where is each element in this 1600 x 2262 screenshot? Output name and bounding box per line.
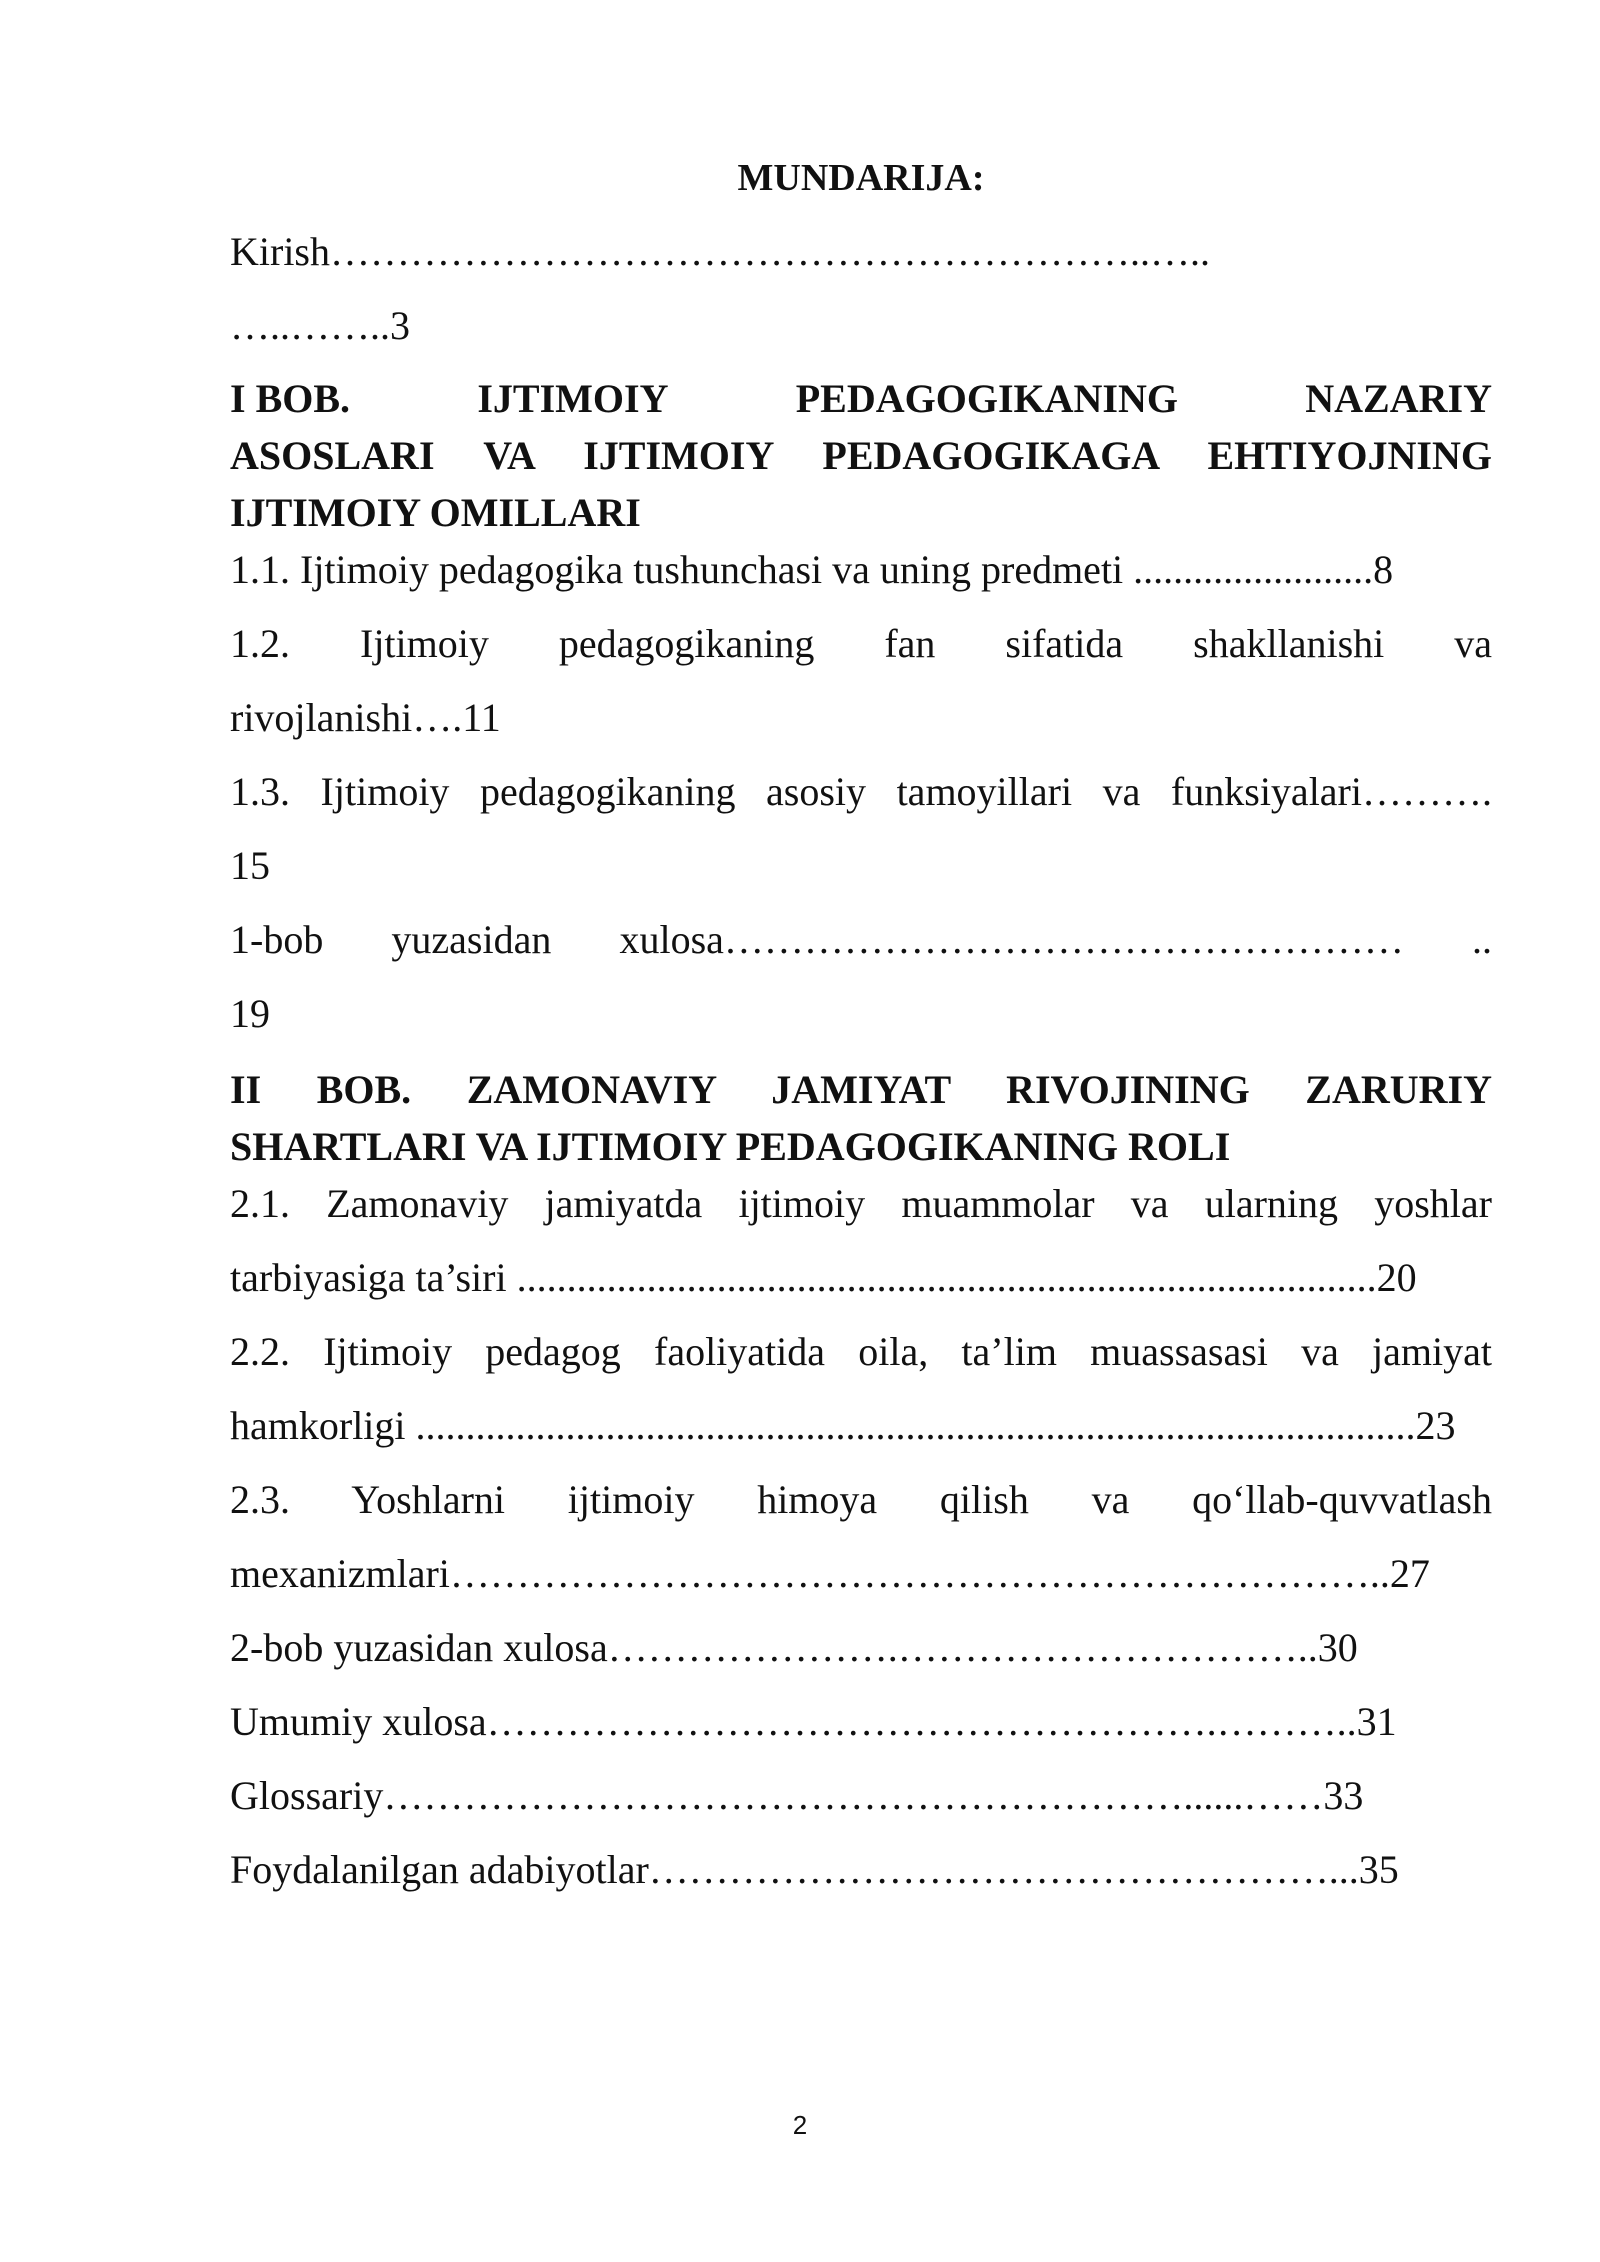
toc-entry-1-3-page: 15 bbox=[230, 843, 270, 888]
chapter2-heading-row2: SHARTLARI VA IJTIMOIY PEDAGOGIKANING ROLI bbox=[230, 1124, 1231, 1169]
toc-entry-general-conclusion: Umumiy xulosa……………………………………………….………..31 bbox=[230, 1699, 1397, 1744]
chapter1-heading-word: IJTIMOIY bbox=[477, 376, 669, 421]
toc-entry-1-2-cont: rivojlanishi….11 bbox=[230, 695, 501, 740]
toc-entry-2-3: 2.3. Yoshlarni ijtimoiy himoya qilish va qo‘llab-quvvatlash bbox=[230, 1477, 1492, 1522]
toc-entry-references: Foydalanilgan adabiyotlar……………………………………………...35 bbox=[230, 1847, 1399, 1892]
toc-entry-kirish: Kirish……………………………………………………..….. bbox=[230, 229, 1210, 274]
toc-entry-2-1-cont: tarbiyasiga ta’siri ......................................................................................20 bbox=[230, 1255, 1417, 1300]
toc-entry-1-3: 1.3. Ijtimoiy pedagogikaning asosiy tamoyillari va funksiyalari………. bbox=[230, 769, 1492, 814]
chapter1-heading-word: NAZARIY bbox=[1305, 376, 1492, 421]
chapter1-heading-row3: IJTIMOIY OMILLARI bbox=[230, 490, 641, 535]
chapter1-heading-row2: ASOSLARI VA IJTIMOIY PEDAGOGIKAGA EHTIYOJNING bbox=[230, 433, 1492, 478]
document-page bbox=[230, 0, 1492, 2262]
chapter1-heading-word: PEDAGOGIKANING bbox=[795, 376, 1178, 421]
toc-entry-2-2-cont: hamkorligi ....................................................................................................23 bbox=[230, 1403, 1456, 1448]
toc-entry-conclusion-2: 2-bob yuzasidan xulosa………………….…………………………..30 bbox=[230, 1625, 1358, 1670]
toc-entry-2-1: 2.1. Zamonaviy jamiyatda ijtimoiy muammolar va ularning yoshlar bbox=[230, 1181, 1492, 1226]
toc-entry-2-3-cont: mexanizmlari……………………………………………………………..27 bbox=[230, 1551, 1430, 1596]
chapter1-heading-word: I BOB. bbox=[230, 376, 351, 421]
page-number: 2 bbox=[792, 2110, 808, 2140]
toc-entry-kirish-page: …..……..3 bbox=[230, 303, 410, 348]
chapter2-heading-row1: II BOB. ZAMONAVIY JAMIYAT RIVOJINING ZARURIY bbox=[230, 1067, 1492, 1112]
toc-entry-conclusion-1-page: 19 bbox=[230, 991, 270, 1036]
toc-entry-conclusion-1: 1-bob yuzasidan xulosa…………………………………………… .. bbox=[230, 917, 1492, 962]
toc-entry-1-1: 1.1. Ijtimoiy pedagogika tushunchasi va uning predmeti ........................8 bbox=[230, 547, 1394, 592]
toc-entry-2-2: 2.2. Ijtimoiy pedagog faoliyatida oila, ta’lim muassasasi va jamiyat bbox=[230, 1329, 1492, 1374]
toc-entry-1-2: 1.2. Ijtimoiy pedagogikaning fan sifatida shakllanishi va bbox=[230, 621, 1492, 666]
chapter1-heading-row1 bbox=[230, 370, 1492, 428]
toc-entry-glossary: Glossariy……………………………………………………......……33 bbox=[230, 1773, 1364, 1818]
page-title: MUNDARIJA: bbox=[737, 157, 985, 199]
